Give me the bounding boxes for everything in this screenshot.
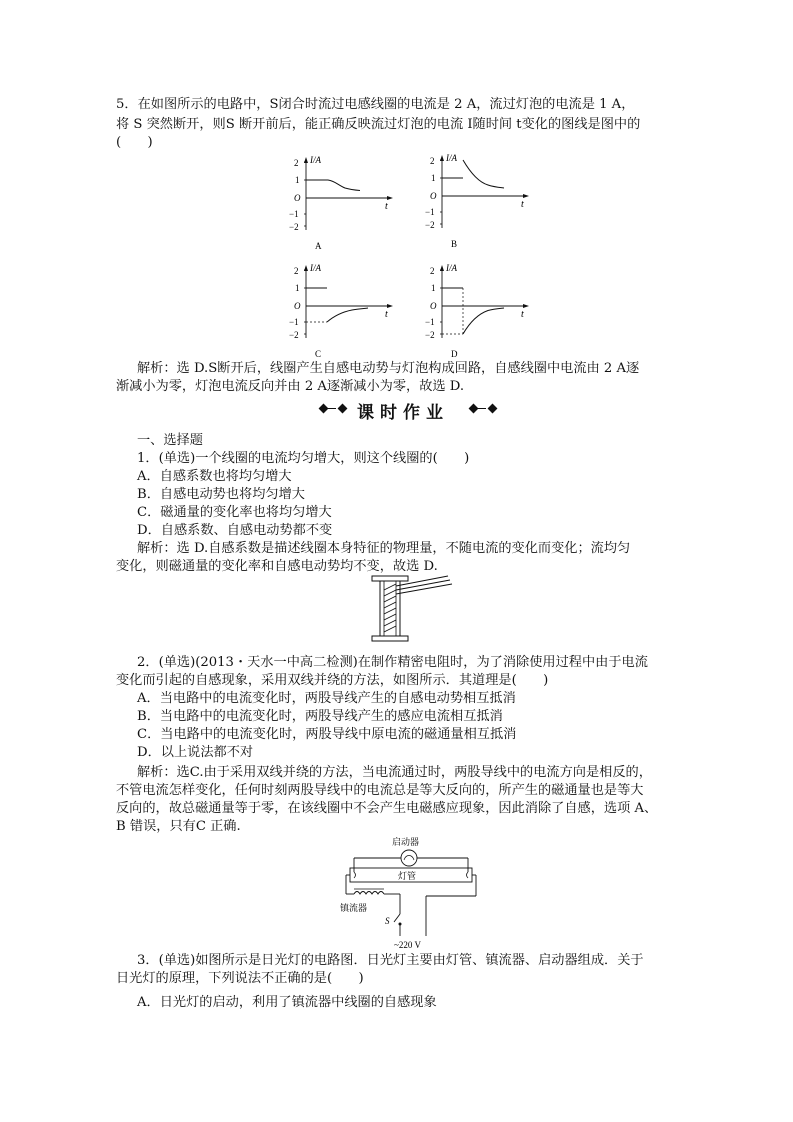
ballast-label: 镇流器 <box>340 903 368 913</box>
graph-d <box>418 262 538 360</box>
bifilar-coil-figure <box>368 574 480 646</box>
q1-option-b: B．自感电动势也将均匀增大 <box>137 487 305 502</box>
divider <box>328 408 336 409</box>
graph-b-curve <box>463 160 504 188</box>
q1-option-a: A．自感系数也将均匀增大 <box>137 469 292 484</box>
diamond-icon <box>488 404 498 414</box>
q2-stem-line-2: 变化而引起的自感现象，采用双线并绕的方法，如图所示．其道理是( ) <box>116 673 549 688</box>
diamond-icon <box>319 404 329 414</box>
graph-d-origin: O <box>430 301 437 311</box>
q1-stem: 1．(单选)一个线圈的电流均匀增大，则这个线圈的( ) <box>137 451 470 466</box>
q5-stem-line-3: ( ) <box>116 135 153 150</box>
q1-analysis-line-1: 解析：选 D.自感系数是描述线圈本身特征的物理量，不随电流的变化而变化；流均匀 <box>137 541 631 556</box>
graph-d-caption: D <box>451 349 458 359</box>
q2-stem-line-1: 2．(单选)(2013・天水一中高二检测)在制作精密电阻时，为了消除使用过程中由于电流 <box>137 655 648 670</box>
graph-c-x-label: t <box>385 309 388 320</box>
graph-b-y-label: I/A <box>446 153 457 163</box>
q3-stem-line-2: 日光灯的原理，下列说法不正确的是( ) <box>116 971 364 986</box>
graph-b-tick-2: 2 <box>430 156 435 166</box>
graph-b-x-label: t <box>521 199 524 210</box>
ballast-icon <box>354 892 384 895</box>
graph-b-origin: O <box>430 191 437 201</box>
graph-d-tick-1: 1 <box>431 283 436 293</box>
q1-option-d: D．自感系数、自感电动势都不变 <box>137 523 333 538</box>
graph-c-tick-1: 1 <box>295 283 300 293</box>
graph-a-tick-m2: −2 <box>289 222 299 232</box>
graph-c-caption: C <box>315 349 322 359</box>
graph-d-x-label: t <box>521 309 524 320</box>
q2-analysis-line-1: 解析：选C.由于采用双线并绕的方法，当电流通过时，两股导线中的电流方向是相反的， <box>137 765 652 780</box>
graph-d-tick-m1: −1 <box>425 317 435 327</box>
graph-a <box>282 154 402 252</box>
graph-a-y-label: I/A <box>310 155 321 165</box>
q3-option-a: A．日光灯的启动，利用了镇流器中线圈的自感现象 <box>137 995 437 1010</box>
graph-b-caption: B <box>451 239 458 249</box>
q5-stem-line-2: 将 S 突然断开，则S 断开前后，能正确反映流过灯泡的电流 I随时间 t变化的图线是图中的 <box>116 117 641 132</box>
starter-label: 启动器 <box>392 837 420 847</box>
graph-c <box>282 262 402 360</box>
graph-c-curve <box>327 308 368 322</box>
graph-b-tick-m1: −1 <box>425 207 435 217</box>
graph-c-tick-m1: −1 <box>289 317 299 327</box>
q5-analysis-line-1: 解析：选 D.S断开后，线圈产生自感电动势与灯泡构成回路，自感线圈中电流由 2 A逐 <box>137 361 640 376</box>
graph-a-tick-m1: −1 <box>289 209 299 219</box>
section-heading: 一、选择题 <box>137 433 203 448</box>
graph-b-tick-1: 1 <box>431 173 436 183</box>
q2-option-a: A．当电路中的电流变化时，两股导线产生的自感电动势相互抵消 <box>137 691 516 706</box>
q2-option-c: C．当电路中的电流变化时，两股导线中原电流的磁通量相互抵消 <box>137 727 517 742</box>
tube-label: 灯管 <box>398 871 417 881</box>
section-title: 课时作业 <box>357 403 449 423</box>
supply-label: ~220 V <box>394 940 421 950</box>
graph-a-curve <box>306 180 360 191</box>
graph-b <box>418 152 538 250</box>
section-banner <box>318 398 498 423</box>
graph-c-origin: O <box>294 301 301 311</box>
q1-option-c: C．磁通量的变化率也将均匀增大 <box>137 505 332 520</box>
graph-d-tick-2: 2 <box>430 266 435 276</box>
graph-a-origin: O <box>294 193 301 203</box>
graph-c-tick-m2: −2 <box>289 330 299 340</box>
graph-b-tick-m2: −2 <box>425 220 435 230</box>
graph-d-curve <box>463 308 504 334</box>
graph-d-y-label: I/A <box>446 263 457 273</box>
graph-c-tick-2: 2 <box>294 266 299 276</box>
q1-analysis-line-2: 变化，则磁通量的变化率和自感电动势均不变，故选 D. <box>116 559 438 574</box>
graph-a-caption: A <box>315 241 322 251</box>
q3-stem-line-1: 3．(单选)如图所示是日光灯的电路图．日光灯主要由灯管、镇流器、启动器组成．关于 <box>137 953 644 968</box>
fluorescent-circuit-figure <box>340 834 480 950</box>
q2-analysis-line-2: 不管电流怎样变化，任何时刻两股导线中的电流总是等大反向的，所产生的磁通量也是等大 <box>116 783 644 798</box>
graph-a-x-label: t <box>385 201 388 212</box>
diamond-icon <box>338 404 348 414</box>
graph-a-tick-2: 2 <box>294 158 299 168</box>
graph-d-tick-m2: −2 <box>425 330 435 340</box>
diamond-icon <box>469 404 479 414</box>
q2-option-d: D．以上说法都不对 <box>137 745 254 760</box>
switch-icon <box>394 914 400 922</box>
starter-icon <box>401 850 417 866</box>
graph-a-tick-1: 1 <box>295 175 300 185</box>
q2-analysis-line-3: 反向的，故总磁通量等于零，在该线圈中不会产生电磁感应现象，因此消除了自感，选项 A、 <box>116 801 658 816</box>
divider <box>478 408 486 409</box>
q5-analysis-line-2: 渐减小为零，灯泡电流反向并由 2 A逐渐减小为零，故选 D. <box>116 379 465 394</box>
q5-stem-line-1: 5．在如图所示的电路中，S闭合时流过电感线圈的电流是 2 A，流过灯泡的电流是 1 A， <box>116 97 635 112</box>
switch-label: S <box>385 916 390 926</box>
q2-analysis-line-4: B 错误，只有C 正确. <box>116 819 241 834</box>
q2-option-b: B．当电路中的电流变化时，两股导线产生的感应电流相互抵消 <box>137 709 503 724</box>
graph-c-y-label: I/A <box>310 263 321 273</box>
